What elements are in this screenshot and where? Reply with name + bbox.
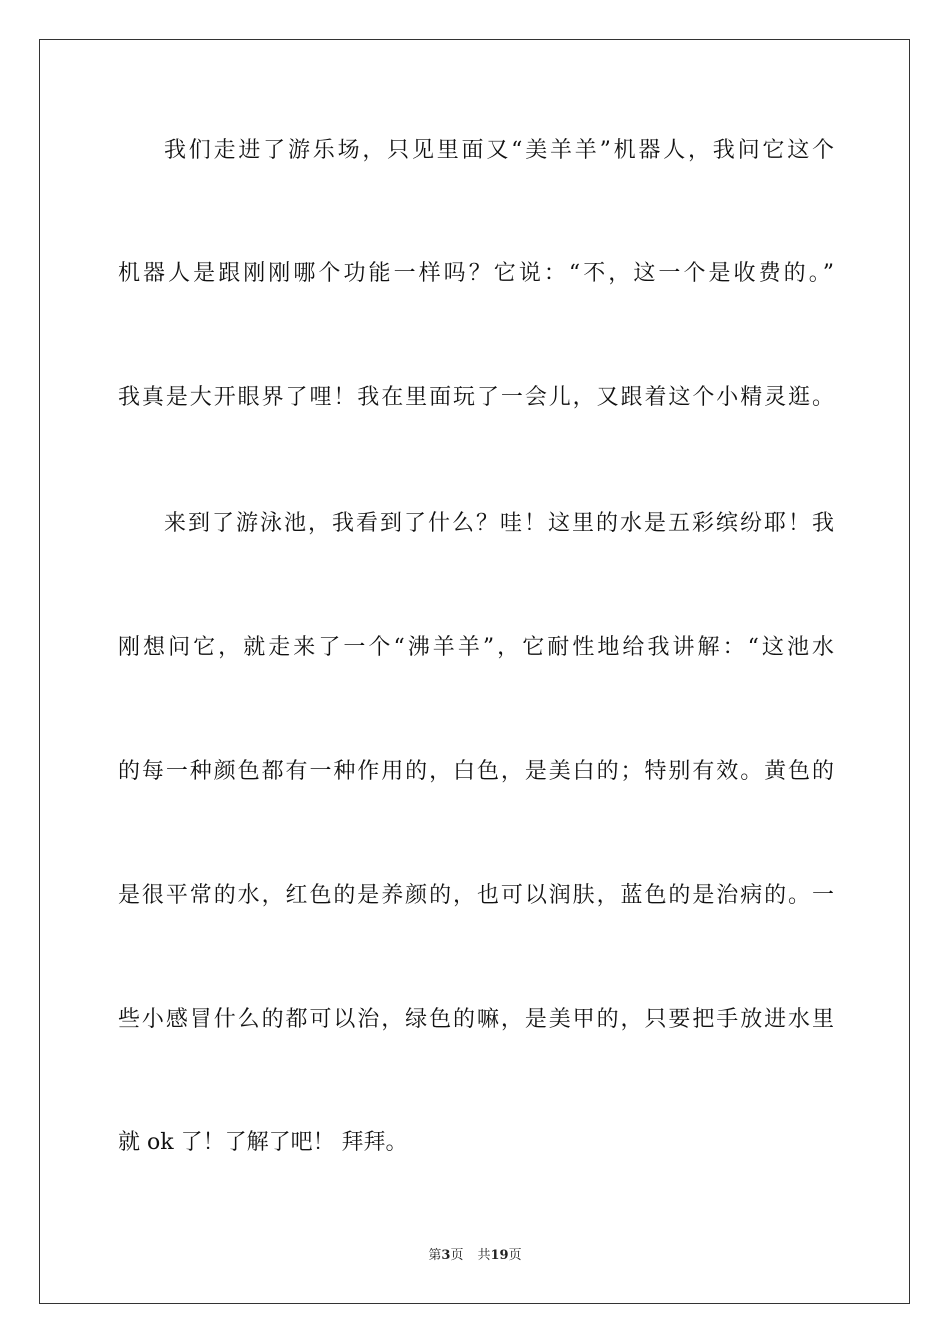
paragraph-2-line-1: 来到了游泳池，我看到了什么？哇！这里的水是五彩缤纷耶！我 [164,511,834,536]
paragraph-1-line-2: 机器人是跟刚刚哪个功能一样吗？它说：“不，这一个是收费的。” [118,261,834,286]
total-prefix: 共 [477,1248,491,1263]
paragraph-2-line-6: 就 ok 了！了解了吧！ 拜拜。 [118,1130,408,1155]
page-suffix: 页 [450,1248,464,1263]
page-prefix: 第 [428,1248,442,1263]
page-footer [0,1247,950,1265]
paragraph-2-line-4: 是很平常的水，红色的是养颜的，也可以润肤，蓝色的是治病的。一 [118,883,834,908]
page-border [39,39,910,1304]
paragraph-2-line-2: 刚想问它，就走来了一个“沸羊羊”，它耐性地给我讲解：“这池水 [118,635,834,660]
total-suffix: 页 [508,1248,522,1263]
paragraph-2-line-5: 些小感冒什么的都可以治，绿色的嘛，是美甲的，只要把手放进水里 [118,1007,834,1032]
page-number: 3 [441,1248,451,1263]
paragraph-1-line-1: 我们走进了游乐场，只见里面又“美羊羊”机器人，我问它这个 [164,138,834,163]
paragraph-2-line-3: 的每一种颜色都有一种作用的，白色，是美白的；特别有效。黄色的 [118,759,834,784]
paragraph-1-line-3: 我真是大开眼界了哩！我在里面玩了一会儿，又跟着这个小精灵逛。 [118,385,834,410]
total-pages: 19 [490,1248,509,1263]
